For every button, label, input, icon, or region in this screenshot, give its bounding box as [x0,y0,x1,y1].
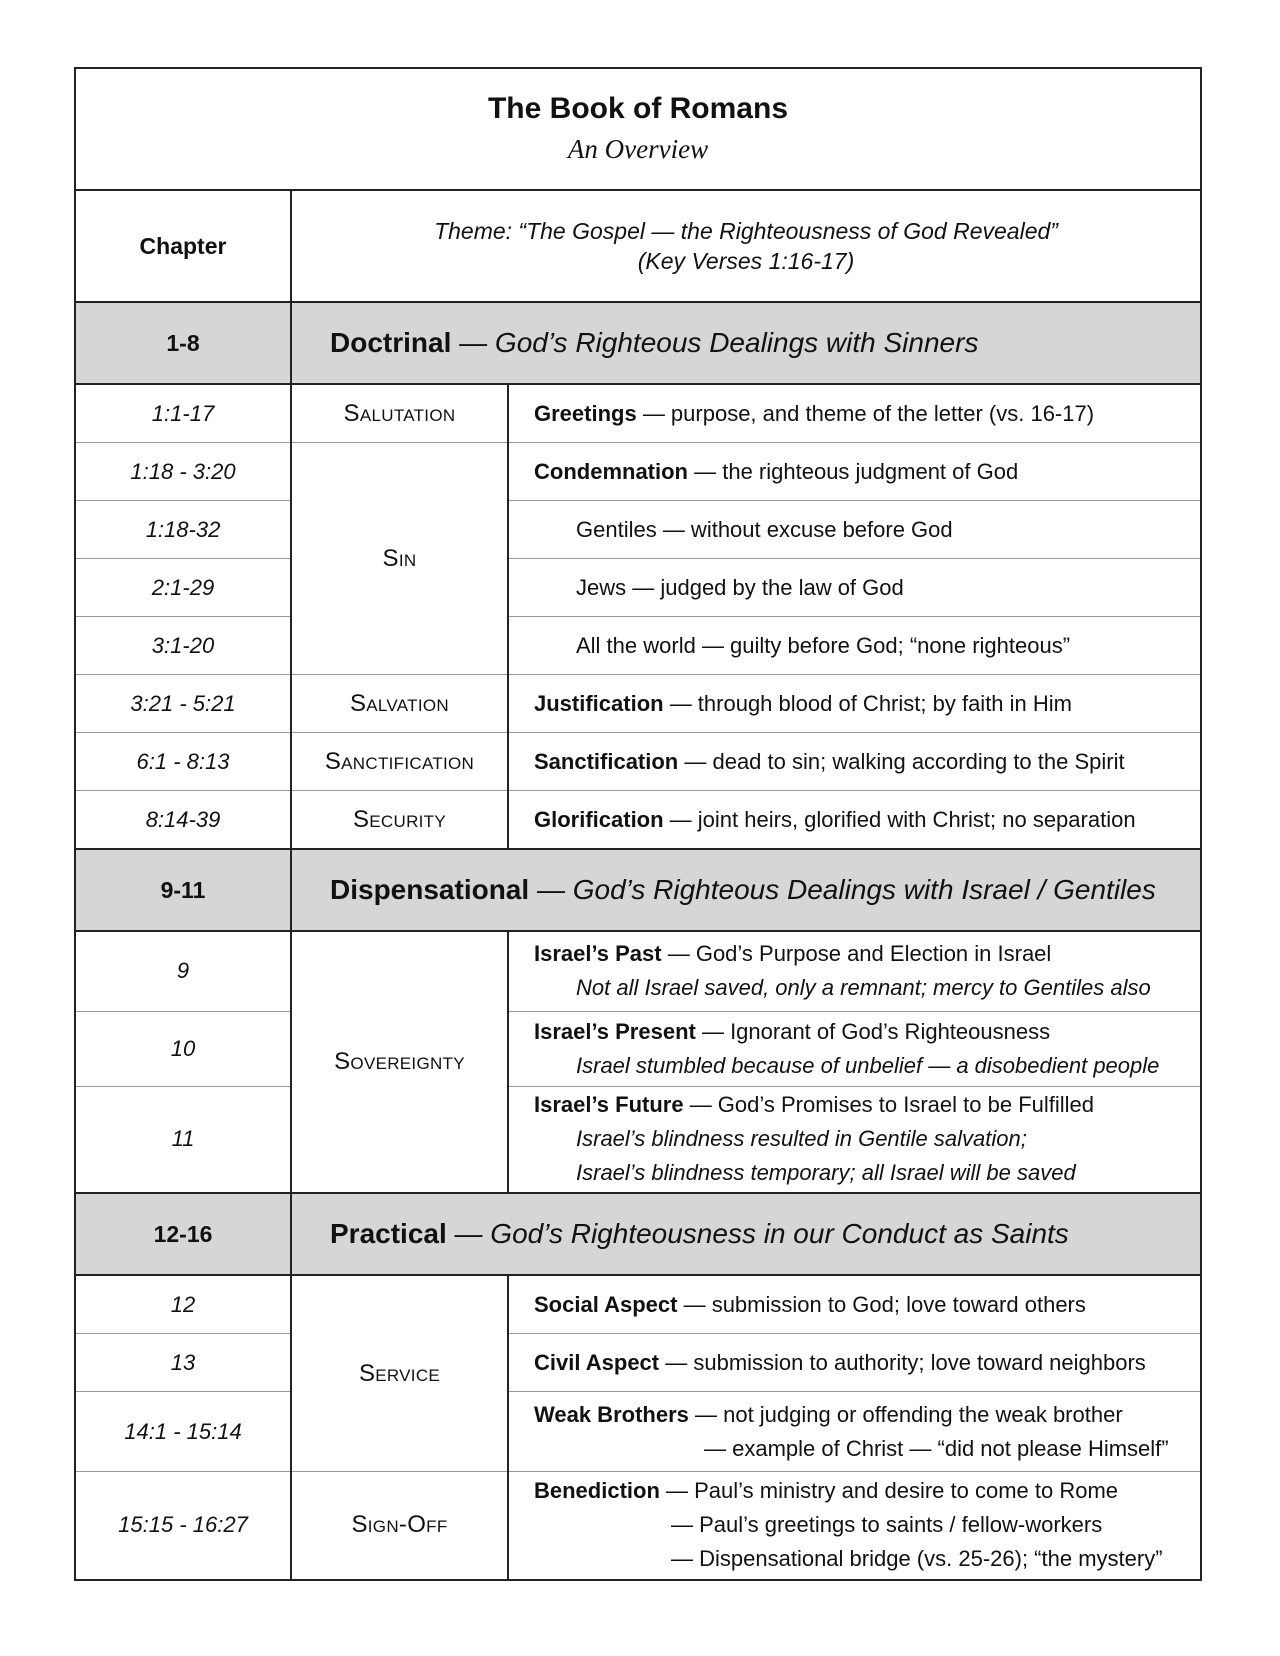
section-header-practical [75,1193,1201,1275]
description-line [534,1088,1200,1122]
description-text: Gentiles — without excuse before God [576,516,953,542]
table-row [75,1086,1201,1193]
description-continuation: — Paul’s greetings to saints / fellow-workers [671,1512,1103,1538]
description-head: Condemnation [534,458,688,484]
subject-cell: Sin [291,443,508,675]
section-header-doctrinal [75,302,1201,384]
description-cell [508,675,1201,733]
title-cell [75,68,1201,190]
description-head: Social Aspect [534,1291,678,1317]
subject-cell: Salvation [291,675,508,733]
description-head: Benediction [534,1478,660,1504]
description-cell [508,791,1201,850]
chapter-ref: 15:15 - 16:27 [75,1472,291,1580]
theme-header [291,190,1201,302]
table-row [75,1472,1201,1580]
description-head: Civil Aspect [534,1349,660,1375]
description-text: — purpose, and theme of the letter (vs. 16-17) [636,400,1095,426]
description-text: — joint heirs, glorified with Christ; no separation [663,806,1136,832]
table-row [75,501,1201,559]
document-title: The Book of Romans [487,92,788,125]
theme-line: Theme: “The Gospel — the Righteousness of God Revealed” [434,218,1058,244]
section-title [291,1193,1201,1275]
section-name: Dispensational [330,874,530,905]
description-note: Israel’s blindness resulted in Gentile salvation; [576,1126,1027,1152]
description-cell [508,1011,1201,1086]
description-continuation: — example of Christ — “did not please Himself” [704,1435,1169,1461]
description-text: — Ignorant of God’s Righteousness [695,1018,1051,1044]
section-name: Practical [330,1218,447,1249]
description-text: — the righteous judgment of God [688,458,1019,484]
table-row [75,791,1201,850]
description-text: Jews — judged by the law of God [576,574,904,600]
table-row [75,1334,1201,1392]
section-name: Doctrinal [330,327,452,358]
chapter-ref: 6:1 - 8:13 [75,733,291,791]
description-head: Israel’s Present [534,1018,696,1044]
chapter-ref: 8:14-39 [75,791,291,850]
table-row [75,617,1201,675]
table-row [75,931,1201,1011]
description-head: Glorification [534,806,664,832]
description-text: — submission to authority; love toward neighbors [659,1349,1146,1375]
subject-cell: Sanctification [291,733,508,791]
description-note: Not all Israel saved, only a remnant; mercy to Gentiles also [576,975,1151,1001]
description-cell [508,1275,1201,1334]
description-cell [508,1392,1201,1472]
subject-cell: Service [291,1275,508,1472]
description-text: All the world — guilty before God; “none righteous” [576,632,1071,658]
section-chapters: 1-8 [75,302,291,384]
chapter-ref: 10 [75,1011,291,1086]
description-cell [508,443,1201,501]
chapter-ref: 13 [75,1334,291,1392]
chapter-ref: 3:21 - 5:21 [75,675,291,733]
section-chapters: 9-11 [75,849,291,931]
table-row [75,733,1201,791]
description-head: Greetings [534,400,637,426]
chapter-ref: 11 [75,1086,291,1193]
description-cell [508,384,1201,443]
description-line [534,937,1200,971]
section-header-dispensational [75,849,1201,931]
key-verses-line: (Key Verses 1:16-17) [637,248,855,274]
description-text: — God’s Promises to Israel to be Fulfilled [683,1092,1095,1118]
chapter-ref: 12 [75,1275,291,1334]
description-cell [508,559,1201,617]
section-chapters: 12-16 [75,1193,291,1275]
description-continuation: — Dispensational bridge (vs. 25-26); “the mystery” [671,1546,1163,1572]
description-cell [508,501,1201,559]
description-text: — God’s Purpose and Election in Israel [661,941,1052,967]
description-head: Israel’s Past [534,941,662,967]
description-line [534,1398,1200,1432]
section-title [291,849,1201,931]
section-title [291,302,1201,384]
subject-cell: Security [291,791,508,850]
description-head: Weak Brothers [534,1401,689,1427]
romans-overview-table [74,67,1202,1581]
description-cell [508,1472,1201,1580]
table-row [75,384,1201,443]
description-text: — through blood of Christ; by faith in Him [663,690,1072,716]
description-text: — submission to God; love toward others [677,1291,1086,1317]
description-line [534,1015,1200,1049]
table-row [75,443,1201,501]
chapter-ref: 3:1-20 [75,617,291,675]
chapter-column-header: Chapter [75,190,291,302]
description-head: Sanctification [534,748,679,774]
description-cell [508,733,1201,791]
document-subtitle: An Overview [567,134,709,164]
chapter-ref: 1:18-32 [75,501,291,559]
description-note: Israel’s blindness temporary; all Israel will be saved [576,1160,1076,1186]
chapter-ref: 14:1 - 15:14 [75,1392,291,1472]
chapter-ref: 9 [75,931,291,1011]
table-row [75,559,1201,617]
section-subtitle: — God’s Righteousness in our Conduct as Saints [454,1218,1069,1249]
subject-cell: Sovereignty [291,931,508,1193]
description-cell [508,1086,1201,1193]
table-row [75,675,1201,733]
table-row [75,1275,1201,1334]
description-text: — dead to sin; walking according to the Spirit [678,748,1125,774]
section-subtitle: — God’s Righteous Dealings with Sinners [459,327,979,358]
description-text: — Paul’s ministry and desire to come to Rome [659,1478,1119,1504]
section-subtitle: — God’s Righteous Dealings with Israel / Gentiles [536,874,1156,905]
title-row [75,68,1201,190]
description-text: — not judging or offending the weak brother [688,1401,1123,1427]
description-note: Israel stumbled because of unbelief — a disobedient people [576,1052,1160,1078]
description-cell [508,617,1201,675]
table-row [75,1392,1201,1472]
chapter-ref: 1:18 - 3:20 [75,443,291,501]
description-line [534,1474,1200,1508]
chapter-ref: 2:1-29 [75,559,291,617]
description-cell [508,1334,1201,1392]
subject-cell: Sign-Off [291,1472,508,1580]
chapter-ref: 1:1-17 [75,384,291,443]
subject-cell: Salutation [291,384,508,443]
table-row [75,1011,1201,1086]
description-cell [508,931,1201,1011]
header-row [75,190,1201,302]
description-head: Israel’s Future [534,1092,684,1118]
description-head: Justification [534,690,664,716]
